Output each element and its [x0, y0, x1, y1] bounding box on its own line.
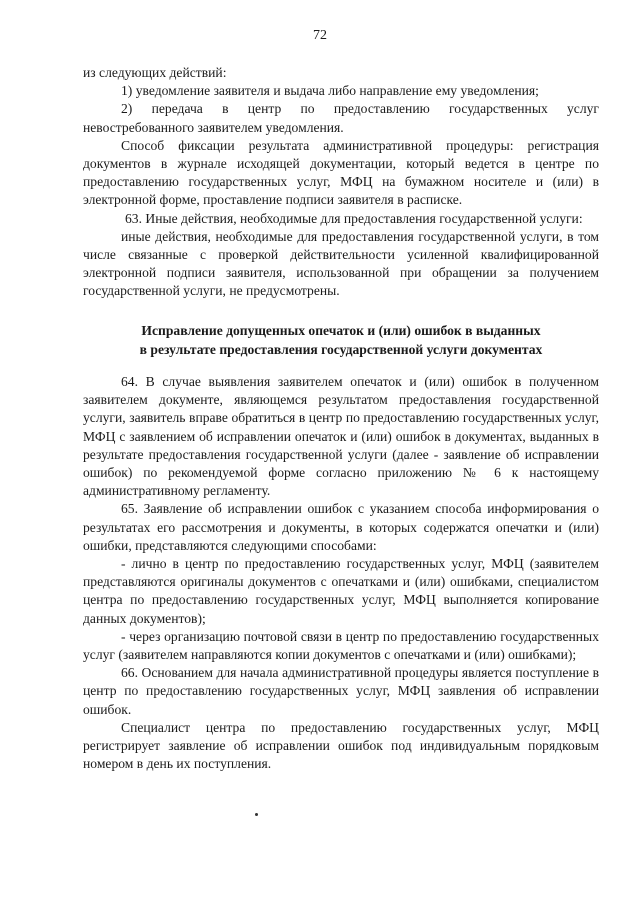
section-heading: [83, 322, 599, 359]
paragraph: Специалист центра по предоставлению государственных услуг, МФЦ регистрирует заявление об исправлении ошибок под индивидуальным порядковым номером в день их поступления.: [83, 719, 599, 772]
text-block-top: [83, 64, 599, 301]
scan-speck: [255, 813, 258, 816]
paragraph: из следующих действий:: [83, 65, 227, 80]
paragraph: 1) уведомление заявителя и выдача либо направление ему уведомления;: [121, 83, 539, 99]
paragraph: Способ фиксации результата административной процедуры: регистрация документов в журнале исходящей документации, который ведется в центре по предоставлению государственных услуг, МФЦ на бумажном носителе и (или) в электронной форме, проставление подписи заявителя в расписке.: [83, 137, 599, 208]
paragraph: 66. Основанием для начала административной процедуры является поступление в центр по предоставлению государственных услуг, МФЦ заявления об исправлении ошибок.: [83, 665, 599, 717]
text-block-bottom: [83, 373, 599, 773]
paragraph: - через организацию почтовой связи в центр по предоставлению государственных услуг (заявителем направляются копии документов с опечатками и (или) ошибками);: [83, 628, 599, 663]
section-heading-line: в результате предоставления государственной услуги документах: [139, 341, 543, 357]
paragraph: 65. Заявление об исправлении ошибок с указанием способа информирования о результатах его рассмотрения и документы, в которых содержатся опечатки и (или) ошибки, представляются следующими способами:: [83, 501, 599, 553]
paragraph: 64. В случае выявления заявителем опечаток и (или) ошибок в полученном заявителем документе, являющемся результатом предоставления государственной услуги, заявитель вправе обратиться в центр по предоставлению государственных услуг, МФЦ с заявлением об исправлении опечаток и (или) ошибок в документах, выданных в результате предоставления государственной услуги (далее - заявление об исправлении ошибок) по рекомендуемой форме согласно приложению № 6 к настоящему административному регламенту.: [83, 374, 599, 499]
paragraph: 63. Иные действия, необходимые для предоставления государственной услуги:: [125, 210, 583, 226]
paragraph: - лично в центр по предоставлению государственных услуг, МФЦ (заявителем представляются оригиналы документов с опечатками и (или) ошибками, специалистом центра по предоставлению государственных услуг, МФЦ выполняется копирование данных документов);: [83, 556, 599, 626]
page-number: 72: [313, 28, 327, 43]
paragraph: 2) передача в центр по предоставлению государственных услуг невостребованного заявителем уведомления.: [83, 101, 599, 135]
section-heading-line: Исправление допущенных опечаток и (или) ошибок в выданных: [141, 323, 541, 338]
paragraph: иные действия, необходимые для предоставления государственной услуги, в том числе связанные с проверкой действительности усиленной квалифицированной электронной подписи заявителя, использованной при обращении за получением государственной услуги, не предусмотрены.: [83, 228, 599, 299]
